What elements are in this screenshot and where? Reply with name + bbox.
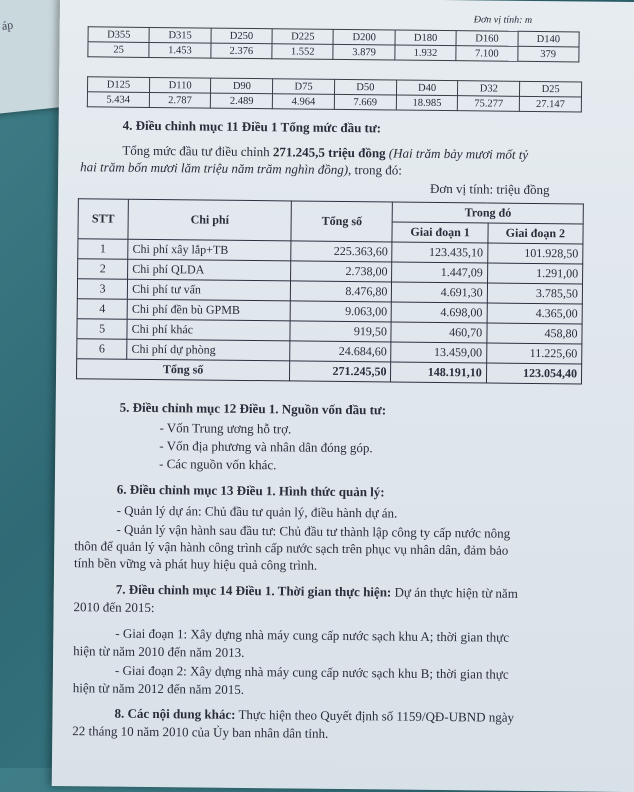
cell-name: Chi phí tư vấn: [128, 279, 291, 301]
table-cell: D25: [520, 81, 582, 97]
table-cell: 1.552: [272, 44, 334, 60]
cell-phase-1: 1.447,09: [392, 262, 487, 283]
pipe-length-table-1: [87, 26, 579, 62]
table-cell: 1.932: [395, 45, 457, 61]
cell-phase-1: 4.691,30: [392, 282, 487, 303]
cell-phase-2: 101.928,50: [487, 243, 583, 264]
cell-phase-2: 4.365,00: [487, 303, 583, 324]
section-6-item-2-cont: tính bền vững và phát huy hiệu quả công trình.: [73, 555, 318, 573]
cell-stt: 1: [78, 239, 128, 260]
section-4-amount-words-cont: hai trăm bốn mươi lăm triệu năm trăm nghìn đồng): [80, 159, 349, 178]
table-cell: D110: [149, 77, 211, 93]
table-cell: 7.669: [334, 94, 396, 110]
header-cost: Chi phí: [128, 199, 291, 241]
section-8-line-2: 22 tháng 10 năm 2010 của Ủy ban nhân dân tỉnh.: [72, 723, 329, 741]
phase-1-text: - Giai đoạn 1: Xây dựng nhà máy cung cấp nước sạch khu A; thời gian thực: [115, 625, 510, 645]
table-cell: 18.985: [396, 95, 458, 111]
cell-stt: 6: [77, 339, 127, 360]
total-phase-1: 148.191,10: [391, 362, 486, 383]
cell-name: Chi phí QLDA: [128, 259, 291, 281]
investment-cost-table: [76, 198, 584, 384]
table-cell: 7.100: [456, 46, 518, 62]
cell-name: Chi phí đền bù GPMB: [127, 299, 290, 321]
section-7-text: Dự án thực hiện từ năm: [391, 584, 518, 601]
cell-total: 24.684,60: [290, 341, 392, 362]
section-8-text: Thực hiện theo Quyết định số 1159/QĐ-UBND ngày: [235, 706, 515, 725]
table-header-row: [78, 199, 583, 224]
pipe-length-table-2: [87, 76, 582, 112]
cell-phase-2: 3.785,50: [487, 283, 583, 304]
cell-stt: 4: [77, 299, 127, 320]
table-cell: D225: [272, 29, 334, 45]
total-label: Tổng số: [76, 359, 289, 381]
section-4-line-2: [80, 158, 402, 178]
table-cell: 27.147: [520, 96, 582, 112]
table-cell: 2.787: [149, 92, 211, 108]
cell-name: Chi phí dự phòng: [127, 339, 290, 361]
header-stt: STT: [78, 199, 129, 240]
total-value: 271.245,50: [290, 361, 392, 382]
table-cell: 2.376: [211, 43, 273, 59]
table-cell: D355: [88, 27, 150, 43]
cell-phase-1: 4.698,00: [392, 302, 487, 323]
cell-phase-1: 460,70: [391, 322, 486, 343]
table-cell: 4.964: [273, 94, 335, 110]
section-4-text: Tổng mức đầu tư điều chỉnh: [122, 142, 274, 160]
table-cell: D50: [334, 79, 396, 95]
list-item: - Các nguồn vốn khác.: [159, 456, 277, 473]
table-cell: 75.277: [458, 96, 520, 112]
section-7-heading: 7. Điều chỉnh mục 14 Điều 1. Thời gian thực hiện:: [115, 581, 392, 600]
section-6-item-2-cont: thôn để quản lý vận hành công trình cấp nước sạch trên phục vụ nhân dân, đảm bảo: [74, 538, 509, 558]
section-5-heading: 5. Điều chỉnh mục 12 Điều 1. Nguồn vốn đầu tư:: [119, 399, 387, 418]
cell-phase-2: 11.225,60: [486, 343, 582, 364]
section-7-heading-line: [116, 581, 518, 602]
section-6-item-1: - Quản lý dự án: Chủ đầu tư quản lý, điều hành dự án.: [116, 502, 398, 521]
section-4-heading: 4. Điều chỉnh mục 11 Điều 1 Tổng mức đầu tư:: [122, 117, 382, 136]
table-cell: D140: [518, 31, 580, 47]
background-sheet-text: áp: [1, 17, 14, 33]
cell-name: Chi phí xây lắp+TB: [128, 239, 291, 261]
table-cell: D315: [149, 27, 211, 43]
section-8-heading: 8. Các nội dung khác:: [114, 705, 236, 722]
section-4-amount: 271.245,5 triệu đồng: [272, 144, 386, 161]
table-cell: 1.453: [149, 42, 211, 58]
header-phase-2: Giai đoạn 2: [488, 223, 584, 244]
cell-stt: 3: [77, 279, 127, 300]
unit-label: Đơn vị tính: triệu đồng: [429, 180, 550, 198]
section-4-amount-words: (Hai trăm bảy mươi mốt tỷ: [385, 145, 529, 162]
cell-total: 8.476,80: [290, 281, 392, 302]
cell-name: Chi phí khác: [127, 319, 290, 341]
section-6-heading: 6. Điều chỉnh mục 13 Điều 1. Hình thức quản lý:: [116, 481, 385, 500]
cell-phase-1: 123.435,10: [392, 242, 487, 263]
section-6-item-2: - Quản lý vận hành sau đầu tư: Chủ đầu tư thành lập công ty cấp nước nông: [116, 521, 511, 541]
table-cell: 3.879: [333, 44, 395, 60]
table-cell: D32: [458, 81, 520, 97]
table-cell: D160: [456, 31, 518, 47]
table-cell: 379: [517, 46, 579, 62]
cell-phase-2: 1.291,00: [487, 263, 583, 284]
cell-total: 225.363,60: [291, 241, 393, 262]
table-cell: D180: [395, 30, 457, 46]
table-cell: D75: [273, 79, 335, 95]
header-total: Tổng số: [291, 201, 393, 242]
table-cell: 2.489: [211, 93, 273, 109]
header-group: Trong đó: [393, 202, 584, 224]
phase-2-text: - Giai đoạn 2: Xây dựng nhà máy cung cấp nước sạch khu B; thời gian thực: [114, 662, 509, 682]
table-total-row: [76, 359, 581, 384]
table-cell: D250: [211, 28, 273, 44]
phase-1-text-cont: hiện từ năm 2010 đến năm 2013.: [73, 643, 245, 660]
table-cell: D200: [333, 29, 395, 45]
section-7-line-2: 2010 đến 2015:: [73, 599, 155, 616]
phase-2-text-cont: hiện từ năm 2012 đến năm 2015.: [72, 680, 245, 697]
table-cell: 5.434: [87, 92, 149, 108]
unit-label-top: Đơn vị tính: m: [473, 14, 533, 26]
cell-total: 9.063,00: [290, 301, 392, 322]
cell-phase-1: 13.459,00: [391, 342, 486, 363]
header-phase-1: Giai đoạn 1: [392, 222, 487, 243]
table-cell: D40: [396, 80, 458, 96]
list-item: - Vốn địa phương và nhân dân đóng góp.: [159, 438, 373, 456]
table-cell: D125: [87, 77, 149, 93]
total-phase-2: 123.054,40: [486, 363, 582, 384]
document-page: [52, 0, 634, 792]
table-cell: D90: [211, 78, 273, 94]
cell-total: 2.738,00: [291, 261, 393, 282]
cell-stt: 5: [77, 319, 127, 340]
list-item: - Vốn Trung ương hỗ trợ.: [159, 420, 292, 437]
cell-stt: 2: [78, 259, 128, 280]
cell-phase-2: 458,80: [487, 323, 583, 344]
section-4-text-end: , trong đó:: [348, 162, 402, 178]
table-cell: 25: [88, 42, 150, 58]
cell-total: 919,50: [290, 321, 392, 342]
